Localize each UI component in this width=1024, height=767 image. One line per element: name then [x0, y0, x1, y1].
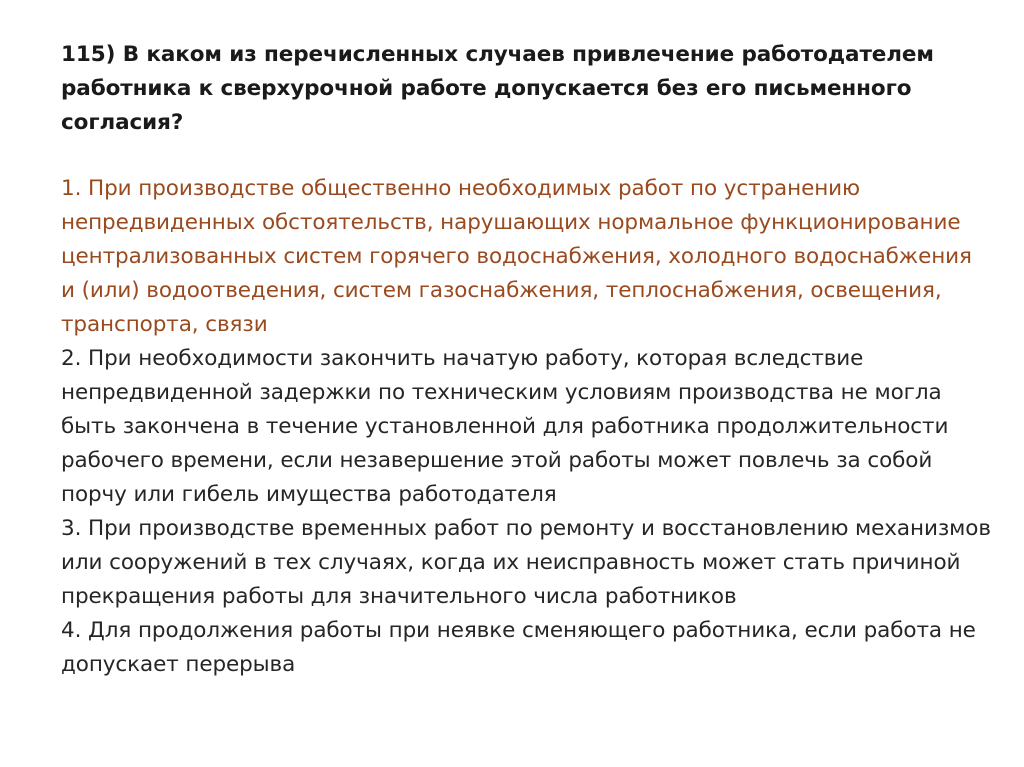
answer-option-2: 2. При необходимости закончить начатую работу, которая вследствие непредвиденной задержки по техническим условиям производства не могла быть закончена в течение установленной для работника продолжительности рабочего времени, если незавершение этой работы может повлечь за собой порчу или гибель имущества работодателя: [61, 346, 949, 507]
answer-option-1: 1. При производстве общественно необходимых работ по устранению непредвиденных обстоятельств, нарушающих нормальное функционирование централизованных систем горячего водоснабжения, холодного водоснабжения и (или) водоотведения, систем газоснабжения, теплоснабжения, освещения, транспорта, связи: [61, 176, 972, 337]
answer-list: [61, 172, 991, 682]
answer-option-4: 4. Для продолжения работы при неявке сменяющего работника, если работа не допускает перерыва: [61, 618, 976, 677]
answer-option-3: 3. При производстве временных работ по ремонту и восстановлению механизмов или сооружений в тех случаях, когда их неисправность может стать причиной прекращения работы для значительного числа работников: [61, 516, 991, 609]
question-text: 115) В каком из перечисленных случаев привлечение работодателем работника к сверхурочной работе допускается без его письменного согласия?: [61, 42, 934, 135]
